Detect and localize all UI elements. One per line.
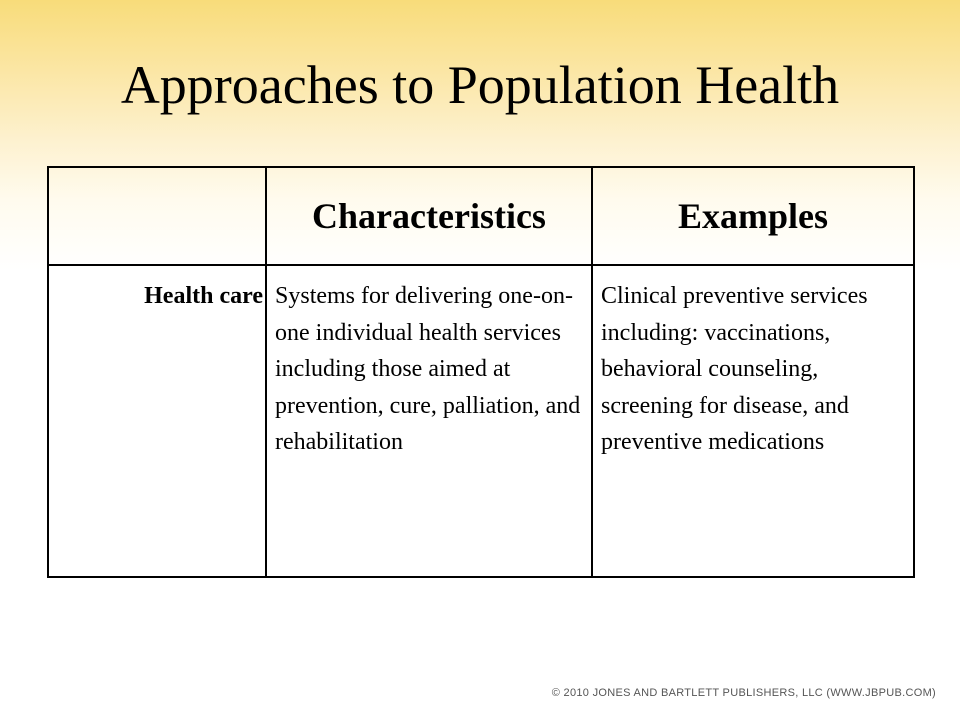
copyright-notice: © 2010 JONES AND BARTLETT PUBLISHERS, LLC (WWW.JBPUB.COM) <box>551 687 936 699</box>
header-cell-empty <box>48 167 266 265</box>
header-cell-characteristics: Characteristics <box>266 167 592 265</box>
cell-examples: Clinical preventive services including: vaccinations, behavioral counseling, screening for disease, and preventive medications <box>592 265 914 577</box>
row-label-health-care: Health care <box>48 265 266 577</box>
cell-characteristics: Systems for delivering one-on-one individual health services including those aimed at prevention, cure, palliation, and rehabilitation <box>266 265 592 577</box>
approaches-table <box>47 166 915 578</box>
table-row <box>48 265 914 577</box>
slide-title: Approaches to Population Health <box>120 55 840 115</box>
header-cell-examples: Examples <box>592 167 914 265</box>
table-header-row <box>48 167 914 265</box>
